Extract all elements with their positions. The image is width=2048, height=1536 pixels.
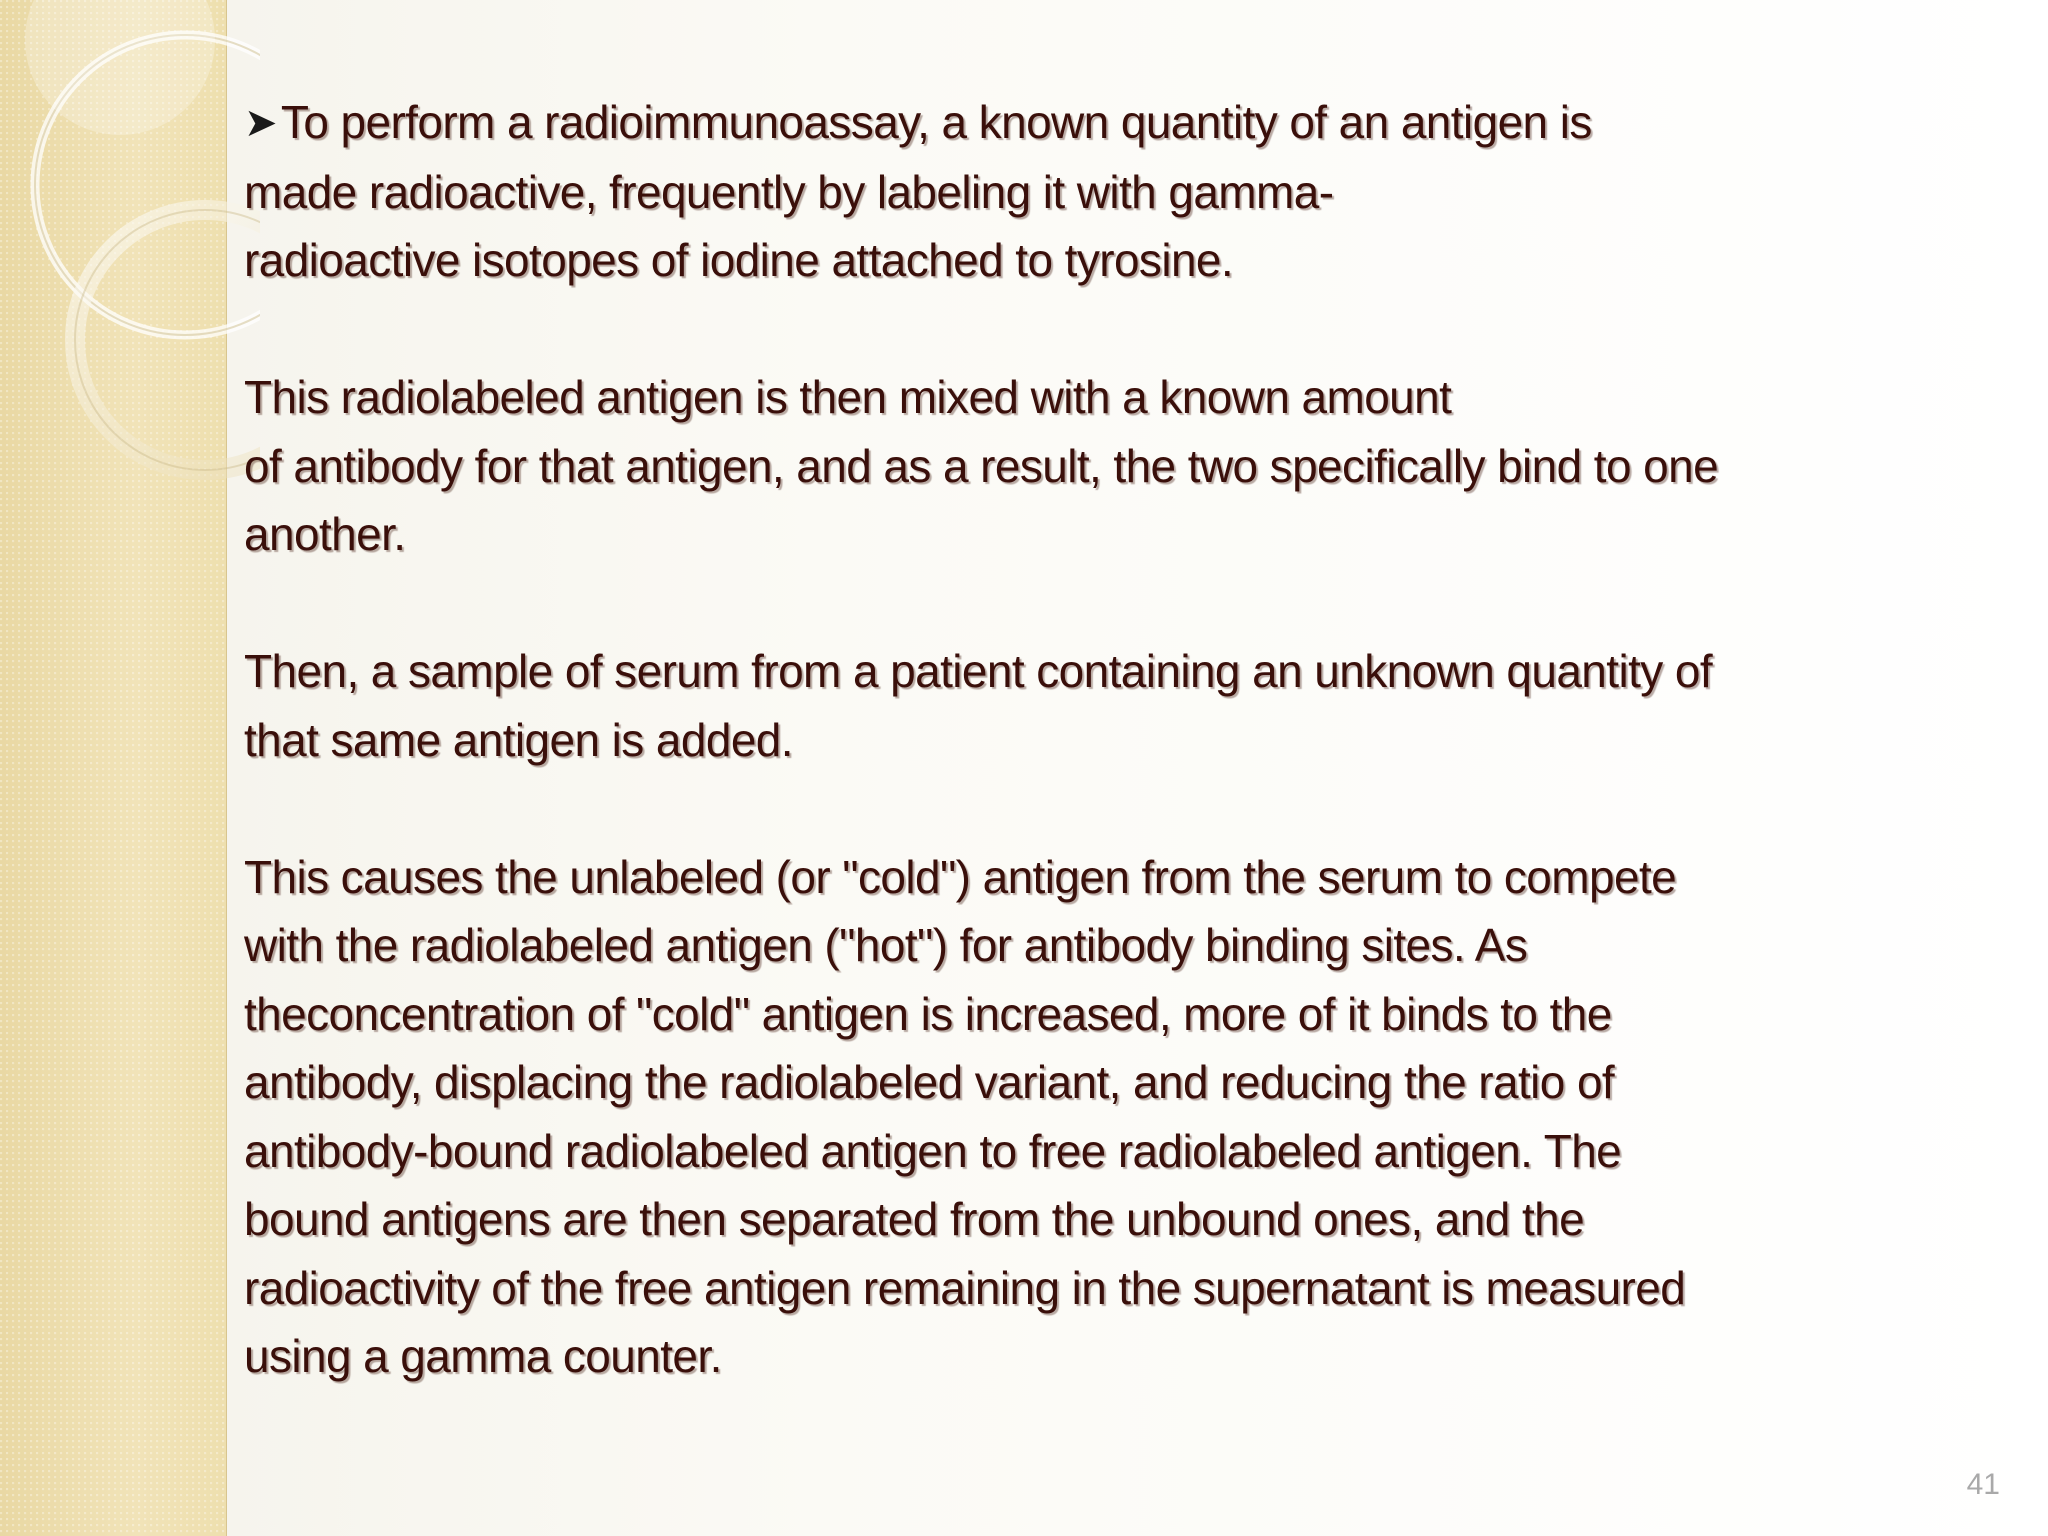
paragraph-4-line-8: using a gamma counter.: [244, 1330, 722, 1382]
paragraph-4-line-2: with the radiolabeled antigen ("hot") for antibody binding sites. As: [244, 919, 1528, 971]
paragraph-4-line-1: This causes the unlabeled (or "cold") antigen from the serum to compete: [244, 850, 1677, 903]
arrow-bullet-icon: ➤: [244, 101, 277, 145]
paragraph-1: [244, 88, 2004, 295]
paragraph-4-line-6: bound antigens are then separated from the unbound ones, and the: [244, 1193, 1585, 1245]
paragraph-4-line-7: radioactivity of the free antigen remaining in the supernatant is measured: [244, 1261, 1686, 1314]
paragraph-1-line-2: made radioactive, frequently by labeling it with gamma-: [244, 165, 1334, 218]
paragraph-4-line-5: antibody-bound radiolabeled antigen to free radiolabeled antigen. The: [244, 1124, 1622, 1177]
paragraph-4-line-3: theconcentration of "cold" antigen is increased, more of it binds to the: [244, 987, 1612, 1040]
paragraph-3: [244, 637, 2004, 774]
paragraph-4-line-4: antibody, displacing the radiolabeled variant, and reducing the ratio of: [244, 1056, 1615, 1108]
paragraph-2: [244, 363, 2004, 569]
paragraph-1-line-1: [244, 88, 2004, 158]
slide-body-text: [244, 88, 2004, 1391]
paragraph-2-line-2: of antibody for that antigen, and as a result, the two specifically bind to one: [244, 439, 1719, 492]
paragraph-4: [244, 843, 2004, 1391]
paragraph-2-line-3: another.: [244, 508, 406, 560]
paragraph-3-line-2: that same antigen is added.: [244, 713, 793, 766]
paragraph-2-line-1: This radiolabeled antigen is then mixed with a known amount: [244, 371, 1452, 423]
paragraph-3-line-1: Then, a sample of serum from a patient containing an unknown quantity of: [244, 645, 1713, 697]
page-number: 41: [1966, 1468, 2000, 1501]
paragraph-1-line-1-text: To perform a radioimmunoassay, a known quantity of an antigen is: [280, 96, 1592, 148]
paragraph-1-line-3: radioactive isotopes of iodine attached to tyrosine.: [244, 234, 1234, 286]
decorative-side-panel: [0, 0, 227, 1536]
